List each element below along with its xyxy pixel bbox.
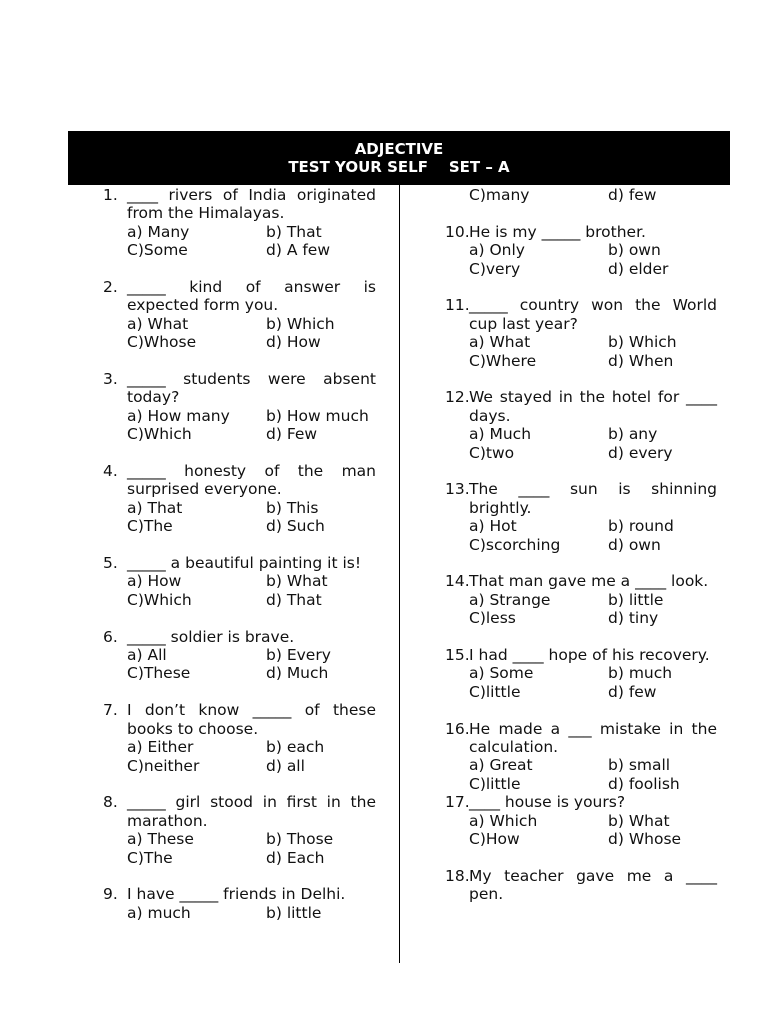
question-number: 14. xyxy=(445,572,470,591)
option-d: d) tiny xyxy=(608,609,659,628)
question-8 xyxy=(103,793,376,867)
option-d: d) Few xyxy=(266,425,318,444)
option-d: d) every xyxy=(608,443,673,462)
option-a: a) Hot xyxy=(469,517,517,536)
question-9 xyxy=(103,885,376,922)
question-text: I don’t know _____ of these books to choose. xyxy=(127,701,376,738)
question-number: 10. xyxy=(445,222,470,241)
question-1 xyxy=(103,186,376,260)
column-divider xyxy=(399,185,400,963)
option-c: C)neither xyxy=(127,756,200,775)
right-column xyxy=(445,186,717,904)
question-16 xyxy=(445,720,717,794)
question-text: He is my _____ brother. xyxy=(469,222,646,241)
question-text: _____ students were absent today? xyxy=(127,370,376,407)
option-b: b) How much xyxy=(266,406,369,425)
option-d: d) A few xyxy=(266,241,331,260)
option-d: d) Such xyxy=(266,517,325,536)
option-c: C)These xyxy=(127,664,191,683)
option-c: C)How xyxy=(469,830,520,849)
question-number: 6. xyxy=(103,627,118,646)
option-a: a) Some xyxy=(469,664,534,683)
option-c: C)The xyxy=(127,848,173,867)
option-d: d) few xyxy=(608,682,657,701)
option-a: a) These xyxy=(127,830,194,849)
question-number: 1. xyxy=(103,186,118,204)
option-c: C)Where xyxy=(469,351,537,370)
question-text: My teacher gave me a ____ pen. xyxy=(469,866,717,904)
option-a: a) Strange xyxy=(469,590,551,609)
option-c: C)very xyxy=(469,259,521,278)
option-c: C)many xyxy=(469,186,530,204)
question-text: ____ house is yours? xyxy=(469,793,626,812)
question-18 xyxy=(445,867,717,904)
question-4 xyxy=(103,462,376,536)
option-d: d) few xyxy=(608,186,657,204)
question-7 xyxy=(103,701,376,775)
question-number: 9. xyxy=(103,885,118,904)
option-b: b) round xyxy=(608,517,674,536)
question-2 xyxy=(103,278,376,352)
question-number: 12. xyxy=(445,388,470,407)
option-a: a) What xyxy=(127,314,189,333)
question-text: _____ soldier is brave. xyxy=(127,627,295,646)
worksheet-subtitle: TEST YOUR SELF SET – A xyxy=(288,158,510,176)
question-15 xyxy=(445,646,717,701)
question-number: 8. xyxy=(103,793,118,812)
option-d: d) own xyxy=(608,535,661,554)
left-column xyxy=(103,186,376,922)
question-text: _____ country won the World cup last year? xyxy=(469,296,717,333)
question-text: _____ a beautiful painting it is! xyxy=(127,554,362,573)
question-13 xyxy=(445,480,717,554)
question-12 xyxy=(445,388,717,462)
option-c: C)less xyxy=(469,609,516,628)
option-b: b) Which xyxy=(608,333,677,352)
option-b: b) What xyxy=(608,811,670,830)
question-number: 7. xyxy=(103,701,118,720)
option-a: a) Many xyxy=(127,222,190,241)
option-a: a) Either xyxy=(127,738,194,757)
option-c: C)The xyxy=(127,517,173,536)
question-number: 2. xyxy=(103,278,118,297)
option-b: b) each xyxy=(266,738,325,757)
worksheet-header xyxy=(68,131,730,185)
option-a: a) How xyxy=(127,572,182,591)
option-b: b) any xyxy=(608,425,658,444)
option-c: C)Whose xyxy=(127,333,197,352)
question-5 xyxy=(103,554,376,609)
option-a: a) What xyxy=(469,333,531,352)
question-text: ____ rivers of India originated from the Himalayas. xyxy=(127,186,376,223)
question-14 xyxy=(445,572,717,627)
option-b: b) much xyxy=(608,664,673,683)
option-d: d) When xyxy=(608,351,674,370)
option-c: C)Some xyxy=(127,241,188,260)
question-number: 16. xyxy=(445,719,470,738)
question-text: _____ honesty of the man surprised everyone. xyxy=(127,462,376,499)
question-11 xyxy=(445,296,717,370)
question-17 xyxy=(445,793,717,848)
option-c: C)Which xyxy=(127,425,192,444)
option-c: C)two xyxy=(469,443,515,462)
option-d: d) Much xyxy=(266,664,329,683)
option-a: a) Which xyxy=(469,811,538,830)
option-d: d) How xyxy=(266,333,321,352)
option-d: d) elder xyxy=(608,259,669,278)
option-b: b) small xyxy=(608,756,671,775)
option-a: a) Much xyxy=(469,425,532,444)
option-b: b) own xyxy=(608,241,661,260)
option-c: C)scorching xyxy=(469,535,561,554)
question-9-continued xyxy=(445,186,717,204)
option-d: d) all xyxy=(266,756,305,775)
option-b: b) little xyxy=(266,903,322,922)
option-a: a) That xyxy=(127,498,183,517)
question-number: 11. xyxy=(445,296,470,315)
question-number: 18. xyxy=(445,866,470,885)
option-d: d) That xyxy=(266,590,322,609)
option-b: b) Every xyxy=(266,646,331,665)
option-d: d) Each xyxy=(266,848,325,867)
question-text: The ____ sun is shinning brightly. xyxy=(469,480,717,517)
option-a: a) Only xyxy=(469,241,525,260)
option-b: b) little xyxy=(608,590,664,609)
option-d: d) Whose xyxy=(608,830,682,849)
option-b: b) What xyxy=(266,572,328,591)
option-a: a) How many xyxy=(127,406,230,425)
option-b: b) That xyxy=(266,222,322,241)
option-b: b) Which xyxy=(266,314,335,333)
question-number: 13. xyxy=(445,480,470,499)
question-number: 4. xyxy=(103,462,118,481)
option-d: d) foolish xyxy=(608,774,680,793)
question-text: We stayed in the hotel for ____ days. xyxy=(469,388,717,425)
question-text: _____ kind of answer is expected form you. xyxy=(127,278,376,315)
question-text: I had ____ hope of his recovery. xyxy=(469,646,710,665)
option-b: b) This xyxy=(266,498,319,517)
question-6 xyxy=(103,628,376,683)
option-a: a) Great xyxy=(469,756,533,775)
option-c: C)little xyxy=(469,682,521,701)
option-c: C)little xyxy=(469,774,521,793)
question-text: I have _____ friends in Delhi. xyxy=(127,885,346,904)
question-text: He made a ___ mistake in the calculation. xyxy=(469,719,717,757)
worksheet-title: ADJECTIVE xyxy=(354,140,444,158)
option-c: C)Which xyxy=(127,590,192,609)
question-number: 5. xyxy=(103,554,118,573)
option-b: b) Those xyxy=(266,830,334,849)
option-a: a) much xyxy=(127,903,191,922)
question-number: 15. xyxy=(445,646,470,665)
question-3 xyxy=(103,370,376,444)
question-10 xyxy=(445,223,717,278)
question-text: That man gave me a ____ look. xyxy=(469,572,709,591)
question-text: _____ girl stood in first in the marathon. xyxy=(127,793,376,830)
question-number: 3. xyxy=(103,370,118,389)
option-a: a) All xyxy=(127,646,167,665)
question-number: 17. xyxy=(445,793,470,812)
